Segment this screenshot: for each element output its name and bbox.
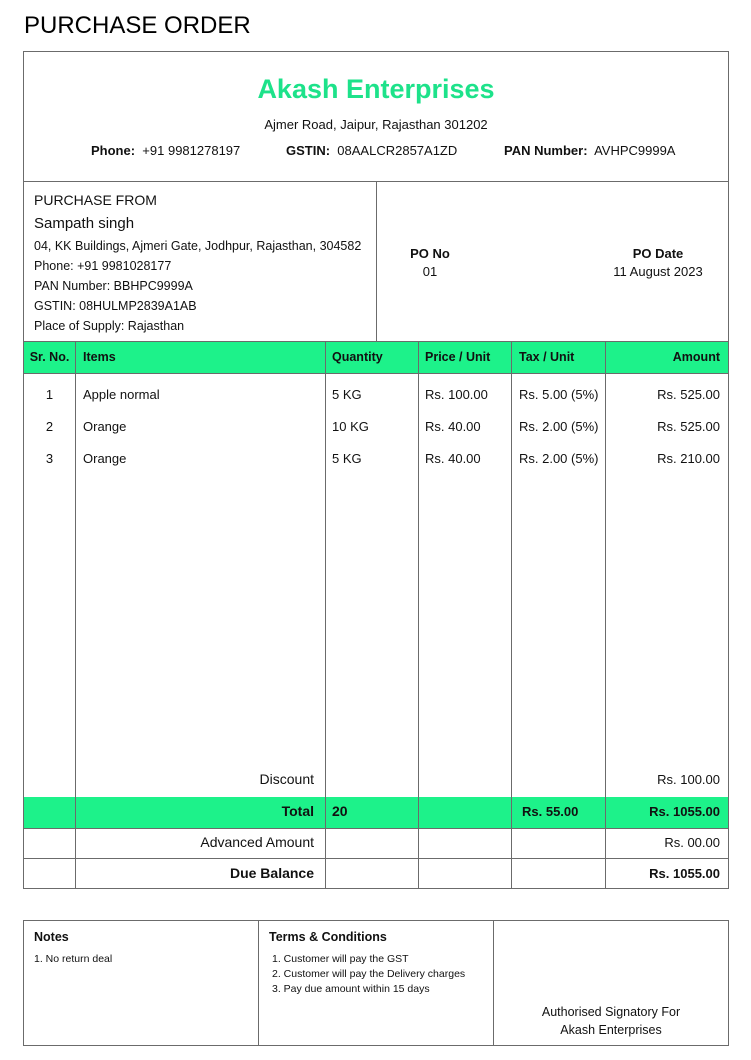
cell-amount: Rs. 525.00 xyxy=(657,387,720,402)
po-no-label: PO No xyxy=(410,246,450,261)
col-divider xyxy=(325,342,326,888)
col-divider xyxy=(75,342,76,888)
terms-title: Terms & Conditions xyxy=(269,930,387,944)
header-sr-no: Sr. No. xyxy=(29,350,70,364)
row-divider xyxy=(24,828,728,829)
col-divider xyxy=(511,342,512,888)
cell-item: Orange xyxy=(83,451,127,466)
po-date-label: PO Date xyxy=(632,246,684,261)
total-amount: Rs. 1055.00 xyxy=(649,804,720,819)
gstin-label: GSTIN: xyxy=(286,143,331,158)
total-quantity: 20 xyxy=(332,803,348,819)
purchase-from-title: PURCHASE FROM xyxy=(34,192,157,208)
supplier-gstin: GSTIN: 08HULMP2839A1AB xyxy=(34,299,197,313)
header-price-unit: Price / Unit xyxy=(425,350,491,364)
supplier-pan: PAN Number: BBHPC9999A xyxy=(34,279,193,293)
gstin-value: 08AALCR2857A1ZD xyxy=(337,143,458,158)
header-quantity: Quantity xyxy=(332,350,383,364)
cell-quantity: 10 KG xyxy=(332,419,369,434)
company-pan xyxy=(504,143,675,158)
pan-value: AVHPC9999A xyxy=(594,143,676,158)
col-divider xyxy=(605,342,606,888)
term-item: 1. Customer will pay the GST xyxy=(272,953,409,965)
cell-price: Rs. 40.00 xyxy=(425,451,481,466)
advance-value: Rs. 00.00 xyxy=(664,835,720,850)
discount-label: Discount xyxy=(259,771,314,787)
supplier-phone: Phone: +91 9981028177 xyxy=(34,259,172,273)
header-items: Items xyxy=(83,350,116,364)
cell-price: Rs. 100.00 xyxy=(425,387,488,402)
cell-amount: Rs. 210.00 xyxy=(657,451,720,466)
cell-item: Orange xyxy=(83,419,127,434)
cell-sr-no: 3 xyxy=(45,451,54,466)
signatory-line-2: Akash Enterprises xyxy=(560,1023,662,1037)
cell-tax: Rs. 5.00 (5%) xyxy=(519,387,599,402)
total-label: Total xyxy=(281,803,314,819)
phone-label: Phone: xyxy=(91,143,136,158)
term-item: 3. Pay due amount within 15 days xyxy=(272,983,430,995)
term-item: 2. Customer will pay the Delivery charges xyxy=(272,968,466,980)
due-value: Rs. 1055.00 xyxy=(649,866,720,881)
company-gstin xyxy=(286,143,457,158)
pan-label: PAN Number: xyxy=(504,143,588,158)
supplier-name: Sampath singh xyxy=(34,215,135,232)
po-no-value: 01 xyxy=(422,264,438,279)
signatory-line-1: Authorised Signatory For xyxy=(541,1005,681,1019)
cell-tax: Rs. 2.00 (5%) xyxy=(519,419,599,434)
due-label: Due Balance xyxy=(229,865,314,881)
footer-divider xyxy=(258,921,259,1045)
cell-quantity: 5 KG xyxy=(332,451,362,466)
cell-tax: Rs. 2.00 (5%) xyxy=(519,451,599,466)
company-phone xyxy=(91,143,240,158)
discount-value: Rs. 100.00 xyxy=(657,772,720,787)
purchase-info xyxy=(23,181,729,342)
document-title: PURCHASE ORDER xyxy=(24,12,251,39)
header-amount: Amount xyxy=(672,350,720,364)
col-divider xyxy=(418,342,419,888)
total-row-bar xyxy=(24,797,728,828)
cell-sr-no: 2 xyxy=(45,419,54,434)
cell-quantity: 5 KG xyxy=(332,387,362,402)
note-item: 1. No return deal xyxy=(34,953,113,965)
cell-amount: Rs. 525.00 xyxy=(657,419,720,434)
company-name: Akash Enterprises xyxy=(257,74,495,104)
items-table xyxy=(23,341,729,889)
company-header xyxy=(23,51,729,182)
info-divider xyxy=(376,182,377,342)
row-divider xyxy=(24,858,728,859)
cell-sr-no: 1 xyxy=(45,387,54,402)
notes-title: Notes xyxy=(34,930,69,944)
row-divider xyxy=(24,373,728,374)
supplier-address: 04, KK Buildings, Ajmeri Gate, Jodhpur, Rajasthan, 304582 xyxy=(34,239,362,253)
total-tax: Rs. 55.00 xyxy=(522,804,579,819)
po-date-value: 11 August 2023 xyxy=(613,264,703,279)
header-tax-unit: Tax / Unit xyxy=(519,350,575,364)
phone-value: +91 9981278197 xyxy=(142,143,241,158)
place-of-supply: Place of Supply: Rajasthan xyxy=(34,319,185,333)
cell-item: Apple normal xyxy=(83,387,160,402)
cell-price: Rs. 40.00 xyxy=(425,419,481,434)
advance-label: Advanced Amount xyxy=(200,834,314,850)
company-address: Ajmer Road, Jaipur, Rajasthan 301202 xyxy=(264,117,488,132)
footer-section xyxy=(23,920,729,1046)
